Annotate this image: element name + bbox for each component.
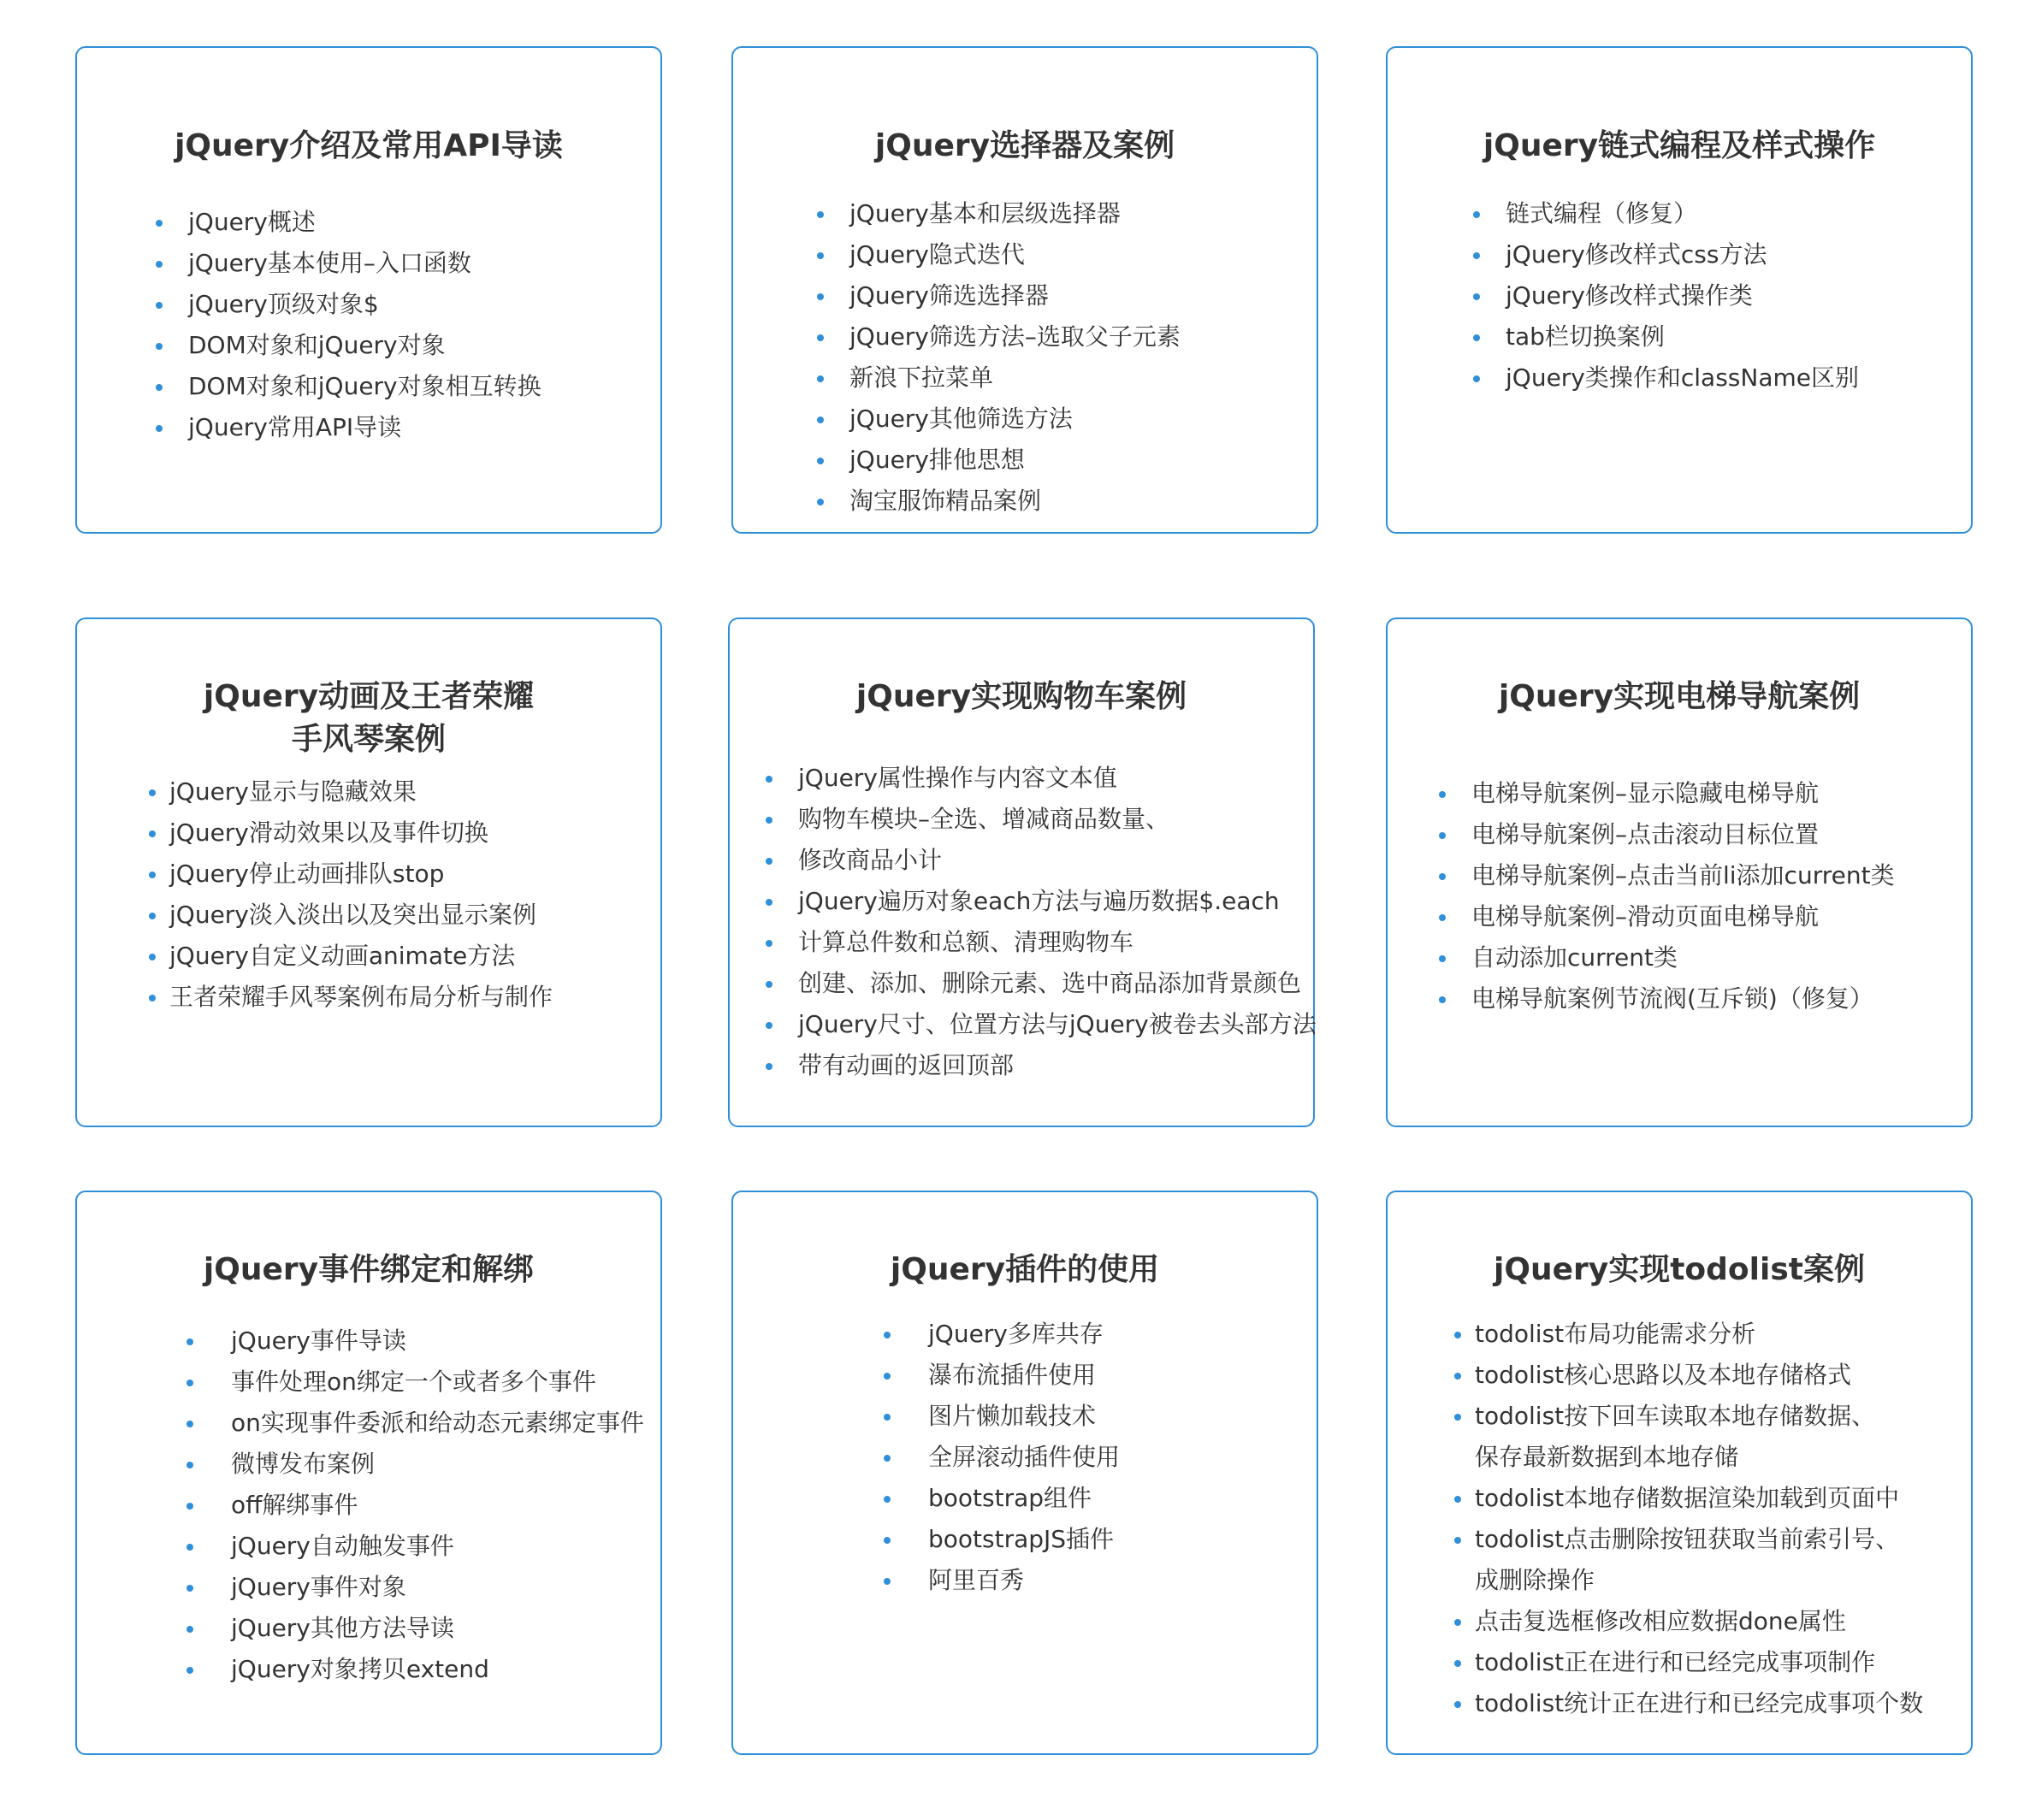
list-item: jQuery属性操作与内容文本值 — [766, 758, 1317, 799]
list-item: jQuery停止动画排队stop — [149, 854, 553, 895]
list-item: off解绑事件 — [186, 1485, 644, 1526]
list-item: 阿里百秀 — [884, 1560, 1120, 1601]
topic-list — [1439, 773, 1895, 1019]
list-item: jQuery自动触发事件 — [186, 1526, 644, 1567]
card-title: jQuery链式编程及样式操作 — [1483, 128, 1876, 163]
list-item: jQuery修改样式操作类 — [1473, 275, 1859, 316]
list-item: todolist布局功能需求分析 — [1454, 1314, 1923, 1355]
list-item: jQuery排他思想 — [817, 440, 1181, 481]
list-item: DOM对象和jQuery对象 — [156, 325, 542, 366]
list-item: jQuery概述 — [156, 202, 542, 243]
list-item: todolist按下回车读取本地存储数据、 — [1454, 1396, 1923, 1437]
list-item: tab栏切换案例 — [1473, 316, 1859, 358]
topic-list — [149, 771, 553, 1018]
list-item: jQuery筛选方法–选取父子元素 — [817, 316, 1181, 358]
course-card-animation — [75, 618, 662, 1127]
course-card-chaining — [1386, 46, 1973, 534]
list-item: jQuery常用API导读 — [156, 407, 542, 448]
list-item: 电梯导航案例–显示隐藏电梯导航 — [1439, 773, 1895, 814]
list-item: DOM对象和jQuery对象相互转换 — [156, 366, 542, 407]
card-title: jQuery选择器及案例 — [874, 128, 1175, 163]
list-item: jQuery滑动效果以及事件切换 — [149, 812, 553, 854]
topic-list — [1473, 193, 1859, 399]
list-item: jQuery自定义动画animate方法 — [149, 936, 553, 977]
list-item: 电梯导航案例–点击当前li添加current类 — [1439, 855, 1895, 896]
list-item: on实现事件委派和给动态元素绑定事件 — [186, 1403, 644, 1444]
list-item-continuation: 成删除操作 — [1475, 1566, 1595, 1594]
card-title: jQuery事件绑定和解绑 — [203, 1252, 535, 1287]
list-item: jQuery遍历对象each方法与遍历数据$.each — [766, 881, 1317, 922]
list-item: 电梯导航案例节流阀(互斥锁)（修复） — [1439, 978, 1895, 1019]
list-item: 新浪下拉菜单 — [817, 358, 1181, 399]
list-item: jQuery对象拷贝extend — [186, 1649, 644, 1690]
list-item: 购物车模块–全选、增减商品数量、 — [766, 799, 1317, 840]
list-item: 修改商品小计 — [766, 840, 1317, 881]
list-item: jQuery其他方法导读 — [186, 1608, 644, 1649]
topic-list — [766, 758, 1317, 1086]
list-item: 图片懒加载技术 — [884, 1396, 1120, 1437]
list-item: 淘宝服饰精品案例 — [817, 481, 1181, 522]
list-item: 瀑布流插件使用 — [884, 1355, 1120, 1396]
list-item: jQuery修改样式css方法 — [1473, 234, 1859, 275]
list-item: 微博发布案例 — [186, 1444, 644, 1485]
card-title: jQuery介绍及常用API导读 — [175, 128, 563, 163]
course-card-plugins — [731, 1191, 1318, 1755]
list-item: jQuery顶级对象$ — [156, 284, 542, 325]
list-item: 电梯导航案例–滑动页面电梯导航 — [1439, 896, 1895, 937]
card-title: jQuery插件的使用 — [890, 1252, 1160, 1287]
list-item: jQuery事件对象 — [186, 1567, 644, 1608]
list-item: 创建、添加、删除元素、选中商品添加背景颜色 — [766, 963, 1317, 1004]
card-title-line-2: 手风琴案例 — [291, 722, 446, 757]
course-card-elevator — [1386, 618, 1973, 1127]
list-item: todolist点击删除按钮获取当前索引号、 — [1454, 1519, 1923, 1560]
list-item: todolist本地存储数据渲染加载到页面中 — [1454, 1478, 1923, 1519]
topic-list — [884, 1314, 1120, 1601]
list-item: jQuery基本和层级选择器 — [817, 193, 1181, 234]
list-item: 自动添加current类 — [1439, 937, 1895, 978]
course-card-cart — [728, 618, 1315, 1127]
list-item: 带有动画的返回顶部 — [766, 1045, 1317, 1086]
topic-list — [186, 1321, 644, 1690]
list-item: 电梯导航案例–点击滚动目标位置 — [1439, 814, 1895, 855]
card-title: jQuery实现电梯导航案例 — [1498, 679, 1861, 714]
card-title-line-1: jQuery动画及王者荣耀 — [203, 679, 535, 714]
list-item: todolist核心思路以及本地存储格式 — [1454, 1355, 1923, 1396]
course-card-events — [75, 1191, 662, 1755]
list-item: jQuery尺寸、位置方法与jQuery被卷去头部方法 — [766, 1004, 1317, 1045]
list-item-continuation: 保存最新数据到本地存储 — [1475, 1443, 1739, 1471]
list-item: jQuery基本使用–入口函数 — [156, 243, 542, 284]
list-item: jQuery事件导读 — [186, 1321, 644, 1362]
list-item: jQuery隐式迭代 — [817, 234, 1181, 275]
list-item: jQuery显示与隐藏效果 — [149, 771, 553, 812]
course-card-intro — [75, 46, 662, 534]
topic-list — [1454, 1314, 1923, 1724]
list-item: 点击复选框修改相应数据done属性 — [1454, 1601, 1923, 1642]
list-item: 全屏滚动插件使用 — [884, 1437, 1120, 1478]
list-item: bootstrapJS插件 — [884, 1519, 1120, 1560]
list-item: 链式编程（修复） — [1473, 193, 1859, 234]
course-card-selectors — [731, 46, 1318, 534]
list-item: jQuery淡入淡出以及突出显示案例 — [149, 895, 553, 936]
list-item: bootstrap组件 — [884, 1478, 1120, 1519]
list-item: jQuery类操作和className区别 — [1473, 358, 1859, 399]
topic-list — [156, 202, 542, 448]
topic-list — [817, 193, 1181, 522]
list-item: todolist正在进行和已经完成事项制作 — [1454, 1642, 1923, 1683]
list-item: 事件处理on绑定一个或者多个事件 — [186, 1362, 644, 1403]
list-item: jQuery其他筛选方法 — [817, 399, 1181, 440]
course-card-todolist — [1386, 1191, 1973, 1755]
card-title: jQuery实现todolist案例 — [1494, 1252, 1865, 1287]
list-item: todolist统计正在进行和已经完成事项个数 — [1454, 1683, 1923, 1724]
list-item: 王者荣耀手风琴案例布局分析与制作 — [149, 977, 553, 1018]
card-title: jQuery实现购物车案例 — [855, 679, 1187, 714]
list-item: jQuery多库共存 — [884, 1314, 1120, 1355]
list-item: 计算总件数和总额、清理购物车 — [766, 922, 1317, 963]
list-item: jQuery筛选选择器 — [817, 275, 1181, 316]
